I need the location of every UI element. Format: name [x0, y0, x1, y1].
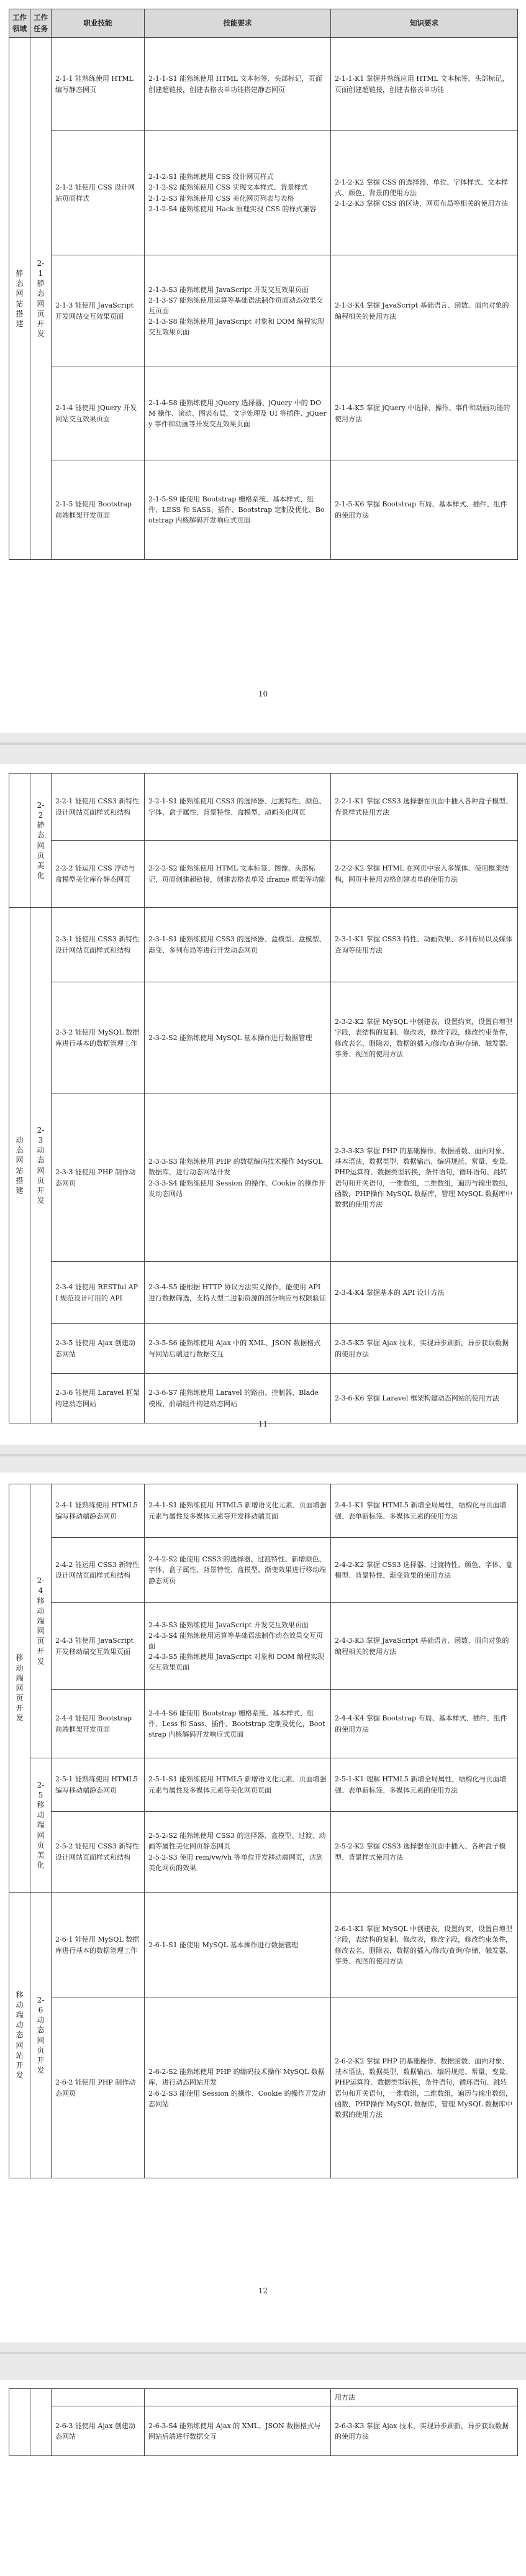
domain-cell: 动态网站搭建: [9, 908, 30, 1423]
tech-cell: 2-5-1-S1 能熟练使用 HTML5 新增语义化元素、页面增强元素与属性及多媒体元素等美化网页页面: [145, 1758, 331, 1812]
know-cell: 2-1-2-K2 掌握 CSS 的选择器、单位、字体样式、文本样式、颜色、背景的使用方法 2-1-2-K3 掌握 CSS 的区块、网页布局等相关的使用方法: [331, 131, 518, 255]
task-cell: 2-6 动态网页开发: [30, 1893, 52, 2178]
skill-cell: 2-3-6 能使用 Laravel 框架构建动态网站: [52, 1374, 145, 1423]
page-separator: [0, 1454, 526, 1456]
know-cell: 用方法: [331, 2389, 518, 2406]
task-cell: 2-2 静态网页美化: [30, 774, 52, 908]
know-cell: 2-3-4-K4 掌握基本的 API 设计方法: [331, 1262, 518, 1324]
tech-cell: 2-2-2-S2 能熟练使用 HTML 文本标签、图像、头部标记，页面创建超链接，创建表格表单及 iframe 框架等功能: [145, 841, 331, 908]
tech-cell: 2-6-3-S4 能熟练使用 Ajax 的 XML、JSON 数据格式与网站后端进行数据交互: [145, 2406, 331, 2456]
tech-cell: 2-1-5-S9 能使用 Bootstrap 栅格系统、基本样式、组件、LESS 和 SASS、插件、Bootstrap 定制及优化、Bootstrap 内核解码开发响应式页面: [145, 460, 331, 560]
tech-cell: 2-3-2-S2 能熟练使用 MySQL 基本操作进行数据管理: [145, 982, 331, 1094]
skill-cell: 2-5-2 能使用 CSS3 新特性设计网站页面样式和结构: [52, 1812, 145, 1893]
skills-table-page-3: [9, 1484, 518, 2178]
know-cell: 2-2-2-K2 掌握 HTML 在网页中嵌入多媒体、使用框架结构，网页中使用表格创建表单的使用方法: [331, 841, 518, 908]
skill-cell: 2-1-4 能使用 jQuery 开发网站交互效果页面: [52, 367, 145, 460]
table-row: [9, 1603, 518, 1690]
tech-cell: 2-2-1-S1 能熟练使用 CSS3 的选择器、过渡特性、颜色、字体、盒子属性、背景特性、盒模型、动画美化网页: [145, 774, 331, 841]
table-row: [9, 1758, 518, 1812]
domain-cell: [9, 774, 30, 908]
table-row: [9, 774, 518, 841]
know-cell: 2-4-3-K3 掌握 JavaScript 基础语言、函数、面向对象的编程相关的使用方法: [331, 1603, 518, 1690]
skill-cell: 2-3-2 能使用 MySQL 数据库进行基本的数据管理工作: [52, 982, 145, 1094]
tech-cell: 2-4-1-S1 能熟练使用 HTML5 新增语义化元素、页面增强元素与属性及多媒体元素等开发移动端页面: [145, 1484, 331, 1538]
tech-cell: 2-3-1-S1 能熟练使用 CSS3 的选择器、盒模型、盒模型、渐变、多列布局等进行开发动态网页: [145, 908, 331, 982]
know-cell: 2-1-1-K1 掌握并熟练应用 HTML 文本标签、头部标记，页面创建超链接，创建表格表单功能: [331, 38, 518, 131]
table-row: [9, 841, 518, 908]
task-cell: 2-1 静态网页开发: [30, 38, 52, 560]
skill-cell: 2-6-1 能使用 MySQL 数据库进行基本的数据管理工作: [52, 1893, 145, 1998]
domain-cell: 移动端网页开发: [9, 1484, 30, 1893]
know-cell: 2-3-3-K3 掌握 PHP 的基础操作、数据函数、面向对象、基本语法、数据类型、数据输出、编码规范、常量、变量、PHP运算符、数据类型转换，条件语句，循环语句、跳转语句和开关语句，一维数组，二维数组，遍历与输出数组，函数，PHP操作 MySQL 数据库，管理 MySQL 数据库中数据的使用方法: [331, 1094, 518, 1262]
header-task: 工作任务: [30, 9, 52, 38]
skill-cell: 2-6-3 能使用 Ajax 创建动态网站: [52, 2406, 145, 2456]
domain-cell: 移动端动态网站开发: [9, 1893, 30, 2178]
tech-cell: [145, 2389, 331, 2406]
skill-cell: 2-4-4 能使用 Bootstrap 前端框架开发页面: [52, 1690, 145, 1758]
skill-cell: 2-1-5 能使用 Bootstrap 前端框架开发页面: [52, 460, 145, 560]
table-row: [9, 1998, 518, 2178]
header-domain: 工作领域: [9, 9, 30, 38]
skill-cell: 2-4-3 能使用 JavaScript 开发移动端交互效果页面: [52, 1603, 145, 1690]
table-row: [9, 1374, 518, 1423]
table-row: [9, 131, 518, 255]
tech-cell: 2-1-4-S8 能熟练使用 jQuery 选择器、jQuery 中的 DOM 操作、滚动、图表布局、文字处理及 UI 等插件、jQuery 事件和动画等开发交互效果页面: [145, 367, 331, 460]
domain-cell: 静态网站搭建: [9, 38, 30, 560]
page-number: 11: [258, 1420, 268, 1428]
table-row: [9, 1262, 518, 1324]
know-cell: 2-1-4-K5 掌握 jQuery 中选择、操作、事件和动画功能的使用方法: [331, 367, 518, 460]
skill-cell: 2-3-3 能使用 PHP 制作动态网页: [52, 1094, 145, 1262]
tech-cell: 2-6-1-S1 能使用 MySQL 基本操作进行数据管理: [145, 1893, 331, 1998]
table-row: [9, 908, 518, 982]
table-row: [9, 982, 518, 1094]
tech-cell: 2-3-5-S6 能熟练使用 Ajax 中的 XML、JSON 数据格式与网站后端进行数据交互: [145, 1324, 331, 1374]
skill-cell: 2-4-1 能熟练使用 HTML5 编写移动端静态网页: [52, 1484, 145, 1538]
skill-cell: 2-1-2 能使用 CSS 设计网站页面样式: [52, 131, 145, 255]
page-separator: [0, 742, 526, 745]
page-separator: [0, 2352, 526, 2354]
know-cell: 2-5-2-K2 掌握 CSS3 选择器在页面中插入、各种盒子模型、背景样式使用方法: [331, 1812, 518, 1893]
skill-cell: 2-2-1 能使用 CSS3 新特性设计网站页面样式和结构: [52, 774, 145, 841]
know-cell: 2-6-1-K1 掌握 MySQL 中创建表，设置约束，设置自增型字段，表结构的复制、修改表，修改字段，修改约束条件，修改表名，删除表，数据的插入/修改/查询/存储、触发器、事务、视图的使用方法: [331, 1893, 518, 1998]
task-cell: 2-3 动态网页开发: [30, 908, 52, 1423]
table-header-row: [9, 9, 518, 38]
table-row: [9, 367, 518, 460]
table-row: [9, 1690, 518, 1758]
table-row: [9, 1893, 518, 1998]
tech-cell: 2-4-4-S6 能使用 Bootstrap 栅格系统、基本样式、组件、Less 和 Sass、插件、Bootstrap 定制及优化，Bootstrap 内核解码开发响应式页面: [145, 1690, 331, 1758]
tech-cell: 2-3-6-S7 能熟练使用 Laravel 的路由、控制器、Blade 模板，前端组件构建动态网站: [145, 1374, 331, 1423]
tech-cell: 2-6-2-S2 能熟练使用 PHP 的编码技术操作 MySQL 数据库，进行动态网站开发 2-6-2-S3 能使用 Session 的操作、Cookie 的操作开发动态网站: [145, 1998, 331, 2178]
document-page-2: [0, 764, 526, 1445]
header-tech: 技能要求: [145, 9, 331, 38]
skills-table-page-2: [9, 773, 518, 1423]
table-row: [9, 255, 518, 367]
tech-cell: 2-4-2-S2 能使用 CSS3 的选择器、过渡特性、新增颜色、字体、盒子属性、背景特性、盒模型、渐变效果进行移动端静态网页: [145, 1538, 331, 1603]
know-cell: 2-4-2-K2 掌握 CSS3 选择器、过渡特性、颜色、字体、盒模型、背景特性、渐变效果的使用方法: [331, 1538, 518, 1603]
skill-cell: 2-1-1 能熟练使用 HTML 编写静态网页: [52, 38, 145, 131]
page-number: 12: [258, 2286, 268, 2295]
know-cell: 2-4-1-K1 掌握 HTML5 新增全局属性，结构化与页面增强、表单新标签、多媒体元素的使用方法: [331, 1484, 518, 1538]
know-cell: 2-5-1-K1 理解 HTML5 新增全局属性，结构化与页面增强、表单新标签、多媒体元素的使用方法: [331, 1758, 518, 1812]
table-row: [9, 1324, 518, 1374]
tech-cell: 2-5-2-S2 能熟练使用 CSS3 的选择器、盒模型、过渡、动画等属性美化网页静态网页 2-5-2-S3 使用 rem/vw/vh 等单位开发移动端网页，达到美化网页的效果: [145, 1812, 331, 1893]
skills-table-page-4: [9, 2388, 518, 2456]
table-row: [9, 1484, 518, 1538]
know-cell: 2-6-2-K2 掌握 PHP 的基础操作、数据函数、面向对象、基本语法、数据类型、数据输出、编码规范、常量、变量、PHP运算符、数据类型转换，条件语句，循环语句、跳转语句和开关语句，一维数组，二维数组，遍历与输出数组，函数，PHP操作 MySQL 数据库，管理 MySQL 数据库中数据的使用方法: [331, 1998, 518, 2178]
table-row: [9, 38, 518, 131]
tech-cell: 2-4-3-S3 能熟练使用 JavaScript 开发交互效果页面 2-4-3-S4 能熟练使用运算等基础语法制作动态效果交互页面 2-4-3-S5 能熟练使用 JavaScript 对象和 DOM 编程实现交互效果页面: [145, 1603, 331, 1690]
know-cell: 2-1-3-K4 掌握 JavaScript 基础语言、函数、面向对象的编程相关的使用方法: [331, 255, 518, 367]
know-cell: 2-1-5-K6 掌握 Bootstrap 布局、基本样式、插件、组件的使用方法: [331, 460, 518, 560]
tech-cell: 2-3-4-S5 能根据 HTTP 协议方法实义操作，能使用 API 进行数据筛选，支持大型二进制资源的部分响应与权限验证: [145, 1262, 331, 1324]
know-cell: 2-6-3-K3 掌握 Ajax 技术，实现异步刷新，异步获取数据的使用方法: [331, 2406, 518, 2456]
know-cell: 2-3-2-K2 掌握 MySQL 中创建表，设置约束，设置自增型字段，表结构的复制、修改表，修改字段，修改约束条件，修改表名，删除表，数据的插入/修改/查询/存储、触发器、事务、视图的使用方法: [331, 982, 518, 1094]
know-cell: 2-2-1-K1 掌握 CSS3 选择器在页面中插入各种盒子模型、背景样式使用方法: [331, 774, 518, 841]
header-know: 知识要求: [331, 9, 518, 38]
task-cell: 2-5 移动端网页美化: [30, 1758, 52, 1893]
know-cell: 2-4-4-K4 掌握 Bootstrap 布局、基本样式、插件、组件的使用方法: [331, 1690, 518, 1758]
header-skill: 职业技能: [52, 9, 145, 38]
tech-cell: 2-1-3-S3 能熟练使用 JavaScript 开发交互效果页面 2-1-3-S7 能熟练使用运算等基础语法制作页面动态效果交互页面 2-1-3-S8 能熟练使用 JavaScript 对象和 DOM 编程实现交互效果页面: [145, 255, 331, 367]
skill-cell: 2-1-3 能使用 JavaScript 开发网站交互效果页面: [52, 255, 145, 367]
skill-cell: [52, 2389, 145, 2406]
domain-cell: [9, 2389, 30, 2456]
document-page-1: [0, 0, 526, 733]
task-cell: [30, 2389, 52, 2456]
table-row: [9, 2406, 518, 2456]
tech-cell: 2-1-1-S1 能熟练使用 HTML 文本标签、头部标记，页面创建超链接，创建表格表单功能搭建静态网页: [145, 38, 331, 131]
page-number: 10: [258, 690, 268, 698]
skill-cell: 2-6-2 能使用 PHP 制作动态网页: [52, 1998, 145, 2178]
tech-cell: 2-3-3-S3 能熟练使用 PHP 的数据编码技术操作 MySQL 数据库，进行动态网站开发 2-3-3-S4 能熟练使用 Session 的操作、Cookie 的操作开发动态网站: [145, 1094, 331, 1262]
know-cell: 2-3-1-K1 掌握 CSS3 特性、动画效果、多列布局以及媒体查询等使用方法: [331, 908, 518, 982]
skill-cell: 2-3-5 能使用 Ajax 创建动态网站: [52, 1324, 145, 1374]
table-row: [9, 460, 518, 560]
table-row: [9, 1094, 518, 1262]
table-row: [9, 1812, 518, 1893]
skill-cell: 2-4-2 能运用 CSS3 新特性设计网站页面样式和结构: [52, 1538, 145, 1603]
skill-cell: 2-3-4 能使用 RESTful API 规范设计可用的 API: [52, 1262, 145, 1324]
task-cell: 2-4 移动端网页开发: [30, 1484, 52, 1758]
document-page-3: [0, 1473, 526, 2342]
table-row: [9, 2389, 518, 2406]
skill-cell: 2-3-1 能使用 CSS3 新特性设计网站页面样式和结构: [52, 908, 145, 982]
skills-table-page-1: [9, 9, 518, 560]
skill-cell: 2-5-1 能熟练使用 HTML5 编写移动端静态网页: [52, 1758, 145, 1812]
know-cell: 2-3-6-K6 掌握 Laravel 框架构建动态网站的使用方法: [331, 1374, 518, 1423]
skill-cell: 2-2-2 能运用 CSS 浮动与盒模型美化库存静态网页: [52, 841, 145, 908]
table-row: [9, 1538, 518, 1603]
document-page-4: [0, 2380, 526, 2576]
tech-cell: 2-1-2-S1 能熟练使用 CSS 设计网页样式 2-1-2-S2 能熟练使用 CSS 实现文本样式、背景样式 2-1-2-S3 能熟练使用 CSS 美化网页列表与表格 2-1-2-S4 能熟练使用 Hack 原理实现 CSS 的样式兼容: [145, 131, 331, 255]
know-cell: 2-3-5-K5 掌握 Ajax 技术，实现异步刷新，异步获取数据的使用方法: [331, 1324, 518, 1374]
